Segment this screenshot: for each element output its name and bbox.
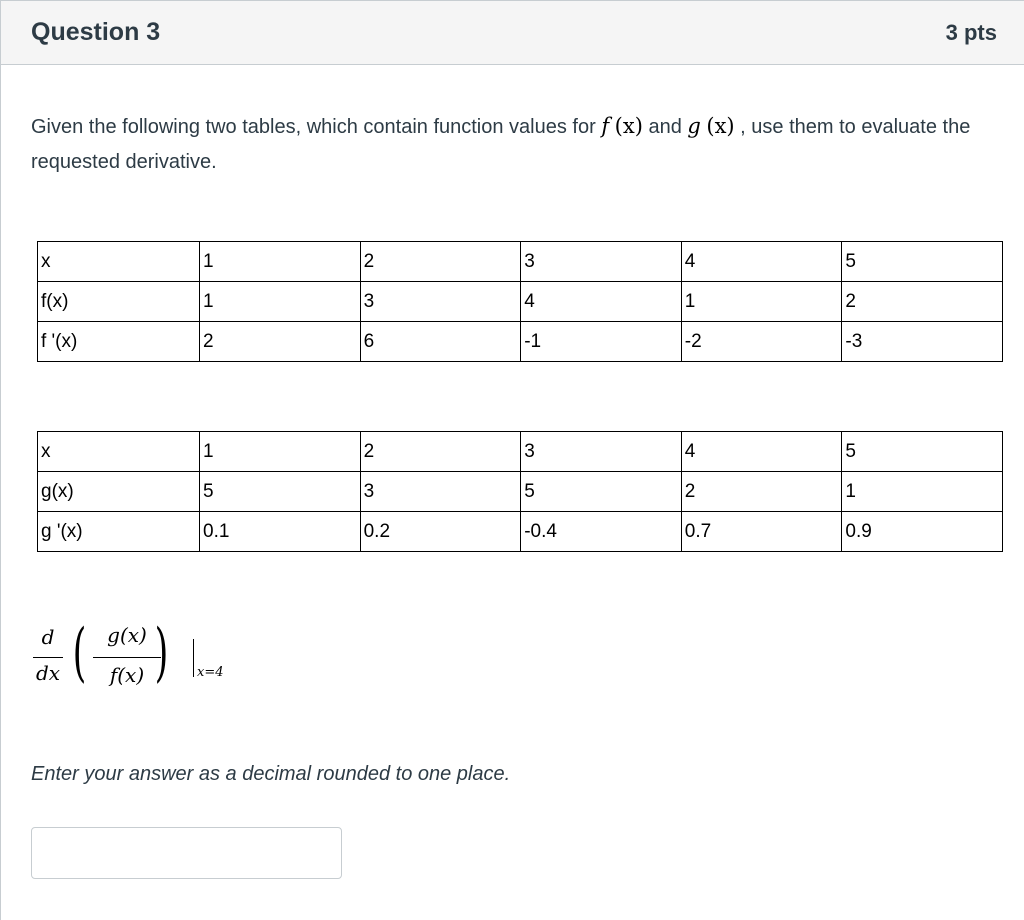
table-cell: 3 (360, 472, 521, 512)
table-cell: 2 (360, 242, 521, 282)
derivative-expression (31, 616, 231, 699)
derivative-denominator: dx (35, 661, 61, 685)
table-cell: 0.9 (842, 512, 1003, 552)
table-cell: -3 (842, 322, 1003, 362)
table-cell: 1 (200, 242, 361, 282)
quotient-denominator: f(x) (109, 663, 145, 687)
table-cell: 0.7 (681, 512, 842, 552)
evaluation-bar (193, 639, 194, 677)
left-paren: ( (72, 616, 87, 690)
g-symbol: g (687, 114, 701, 138)
table-row (38, 432, 1003, 472)
prompt-and: and (642, 116, 688, 138)
table-cell: 5 (200, 472, 361, 512)
prompt-text-before: Given the following two tables, which contain function values for (31, 116, 602, 138)
g-values-table (37, 431, 1003, 552)
row-label: f '(x) (38, 322, 200, 362)
table-cell: 2 (842, 282, 1003, 322)
table-cell: 1 (842, 472, 1003, 512)
fraction-bar (33, 657, 63, 658)
table-cell: 3 (521, 432, 682, 472)
table-cell: 0.2 (360, 512, 521, 552)
f-values-table (37, 241, 1003, 362)
row-label: g(x) (38, 472, 200, 512)
row-label: x (38, 242, 200, 282)
table-cell: 2 (200, 322, 361, 362)
table-cell: 5 (521, 472, 682, 512)
quotient-bar (93, 657, 161, 658)
table-cell: 5 (842, 242, 1003, 282)
question-prompt (31, 109, 991, 180)
question-header (1, 1, 1024, 65)
table-cell: -1 (521, 322, 682, 362)
table-cell: 2 (360, 432, 521, 472)
table-row (38, 512, 1003, 552)
derivative-numerator: d (41, 625, 55, 649)
table-cell: 2 (681, 472, 842, 512)
right-paren: ) (154, 616, 169, 690)
table-cell: 0.1 (200, 512, 361, 552)
f-argument: (x) (614, 114, 643, 138)
table-row (38, 242, 1003, 282)
table-cell: 1 (200, 432, 361, 472)
table-cell: 5 (842, 432, 1003, 472)
table-cell: -0.4 (521, 512, 682, 552)
answer-input[interactable] (31, 827, 342, 879)
table-cell: 6 (360, 322, 521, 362)
question-points: 3 pts (945, 20, 997, 45)
answer-instruction: Enter your answer as a decimal rounded to one place. (31, 763, 511, 785)
table-cell: 4 (521, 282, 682, 322)
f-symbol: f (601, 114, 610, 138)
quotient-numerator: g(x) (107, 623, 147, 647)
evaluation-point: x=4 (197, 665, 224, 680)
row-label: x (38, 432, 200, 472)
table-row (38, 322, 1003, 362)
table-cell: 1 (681, 282, 842, 322)
prompt-text-after: , use them to evaluate the requested derivative. (31, 116, 971, 173)
g-argument: (x) (706, 114, 735, 138)
question-title: Question 3 (31, 18, 161, 46)
table-cell: 1 (200, 282, 361, 322)
table-row (38, 472, 1003, 512)
table-cell: 3 (360, 282, 521, 322)
table-cell: 3 (521, 242, 682, 282)
table-cell: 4 (681, 242, 842, 282)
table-cell: -2 (681, 322, 842, 362)
table-cell: 4 (681, 432, 842, 472)
table-row (38, 282, 1003, 322)
row-label: f(x) (38, 282, 200, 322)
row-label: g '(x) (38, 512, 200, 552)
